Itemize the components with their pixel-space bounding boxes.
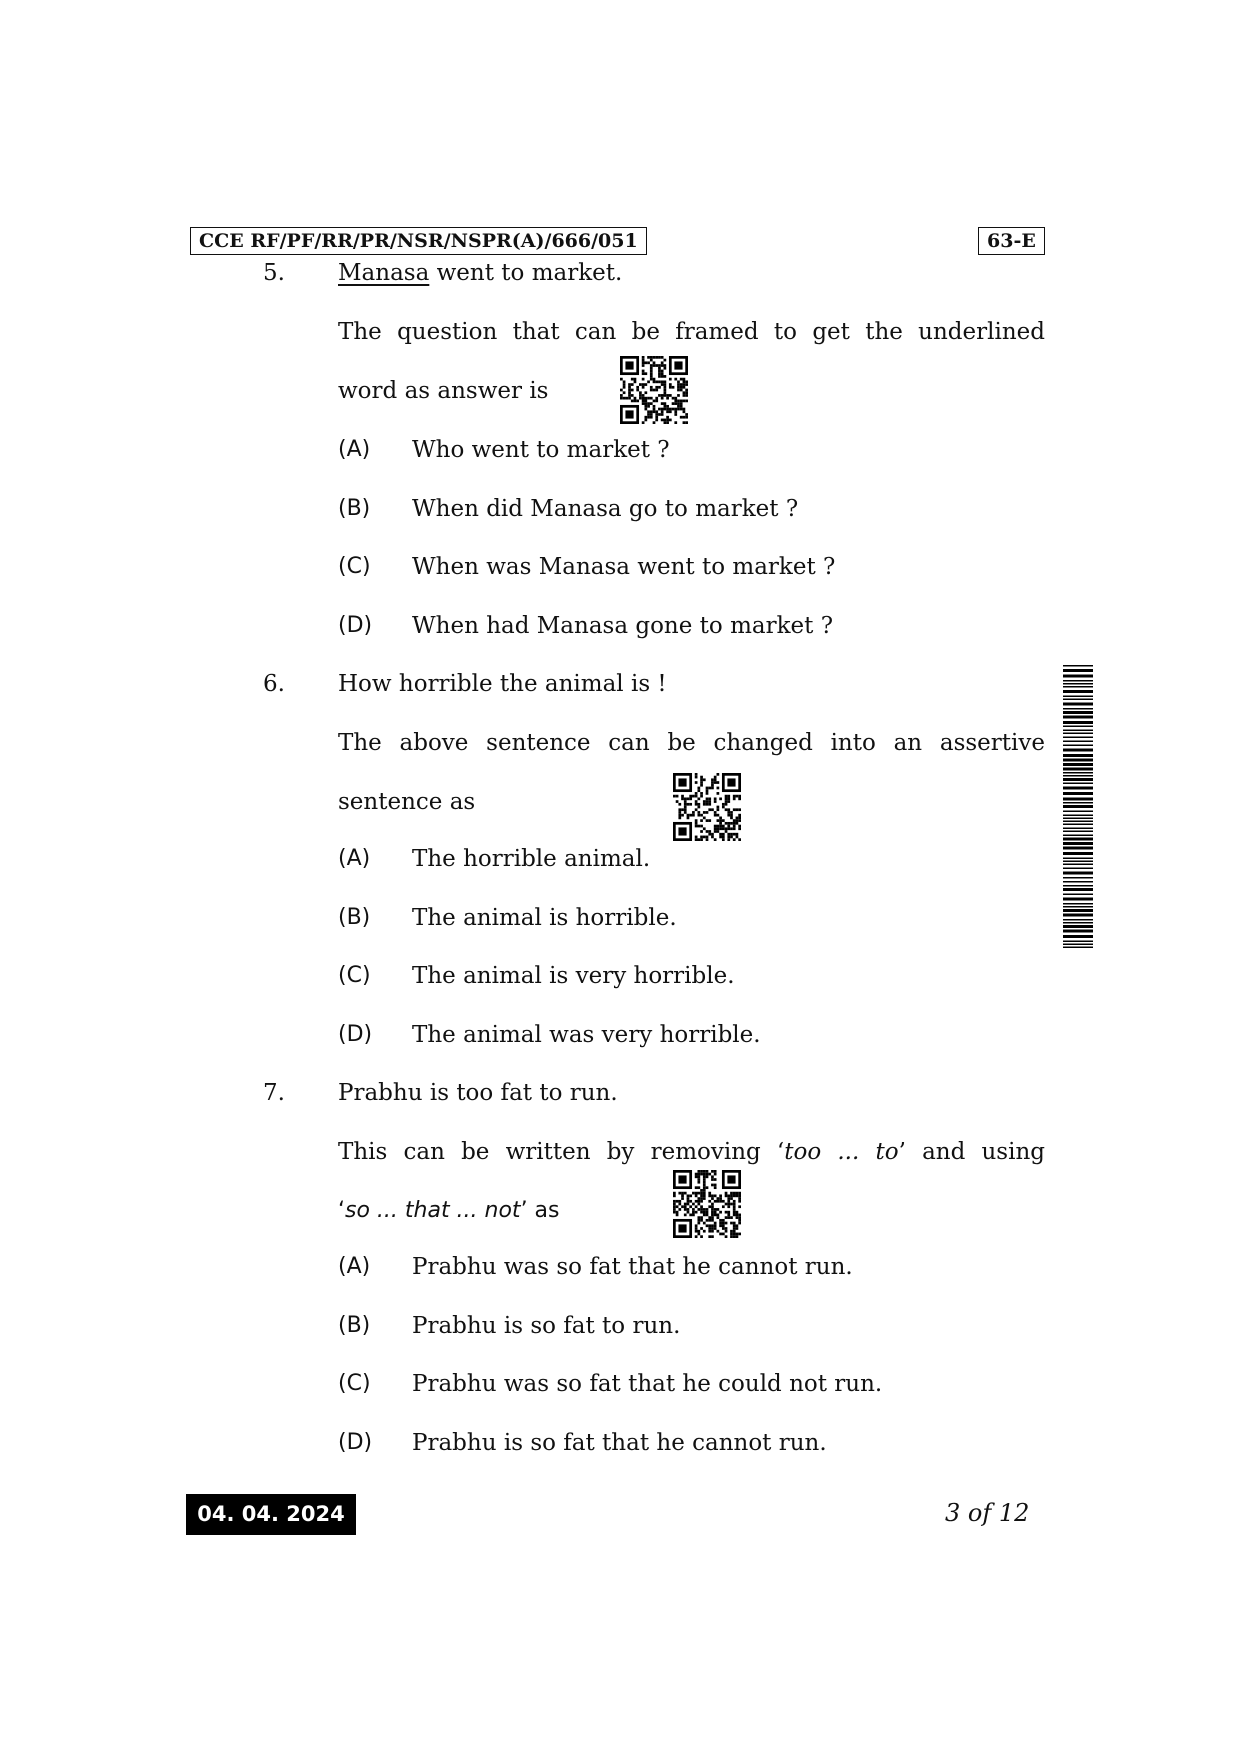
question-7-option-c-letter: (C) <box>338 1371 371 1396</box>
question-5-stem-line2: word as answer is <box>338 378 549 404</box>
question-5-option-a: Who went to market ? <box>412 437 670 463</box>
paper-code: CCE RF/PF/RR/PR/NSR/NSPR(A)/666/051 <box>190 227 647 255</box>
question-5-option-d: When had Manasa gone to market ? <box>412 613 834 639</box>
question-7-stem-line2: ‘so ... that ... not’ as <box>338 1198 560 1223</box>
question-7-number: 7. <box>263 1080 285 1106</box>
question-6-option-b: The animal is horrible. <box>412 905 677 931</box>
question-7-sentence: Prabhu is too fat to run. <box>338 1080 618 1106</box>
question-6-option-c: The animal is very horrible. <box>412 963 735 989</box>
question-6-stem-line2: sentence as <box>338 789 476 815</box>
question-6-stem-line1: The above sentence can be changed into an assertive <box>338 730 1045 756</box>
question-7-option-a: Prabhu was so fat that he cannot run. <box>412 1254 853 1280</box>
qr-code-icon <box>620 356 688 424</box>
question-7-option-d: Prabhu is so fat that he cannot run. <box>412 1430 827 1456</box>
question-7-option-a-letter: (A) <box>338 1254 371 1279</box>
question-5-option-b-letter: (B) <box>338 496 371 521</box>
question-6-option-b-letter: (B) <box>338 905 371 930</box>
question-5-stem-line1: The question that can be framed to get the underlined <box>338 319 1045 345</box>
question-5-option-d-letter: (D) <box>338 613 373 638</box>
qr-code-icon <box>673 1170 741 1238</box>
page-indicator: 3 of 12 <box>945 1499 1030 1527</box>
question-6-sentence: How horrible the animal is ! <box>338 671 667 697</box>
exam-date: 04. 04. 2024 <box>186 1494 356 1535</box>
question-5-option-a-letter: (A) <box>338 437 371 462</box>
question-5-number: 5. <box>263 260 285 286</box>
question-6-option-d-letter: (D) <box>338 1022 373 1047</box>
question-6-option-c-letter: (C) <box>338 963 371 988</box>
question-6-option-a: The horrible animal. <box>412 846 651 872</box>
barcode-icon <box>1063 665 1093 948</box>
question-6-option-d: The animal was very horrible. <box>412 1022 761 1048</box>
paper-number: 63-E <box>978 227 1045 255</box>
question-7-option-b: Prabhu is so fat to run. <box>412 1313 681 1339</box>
question-7-option-c: Prabhu was so fat that he could not run. <box>412 1371 883 1397</box>
question-7-stem-line1: This can be written by removing ‘too ... to’ and using <box>338 1139 1045 1165</box>
question-5-option-c: When was Manasa went to market ? <box>412 554 836 580</box>
question-6-number: 6. <box>263 671 285 697</box>
question-7-option-d-letter: (D) <box>338 1430 373 1455</box>
question-5-option-b: When did Manasa go to market ? <box>412 496 799 522</box>
question-5-sentence: Manasa went to market. <box>338 260 623 286</box>
question-7-option-b-letter: (B) <box>338 1313 371 1338</box>
question-5-option-c-letter: (C) <box>338 554 371 579</box>
question-6-option-a-letter: (A) <box>338 846 371 871</box>
qr-code-icon <box>673 773 741 841</box>
underlined-word: Manasa <box>338 260 430 286</box>
